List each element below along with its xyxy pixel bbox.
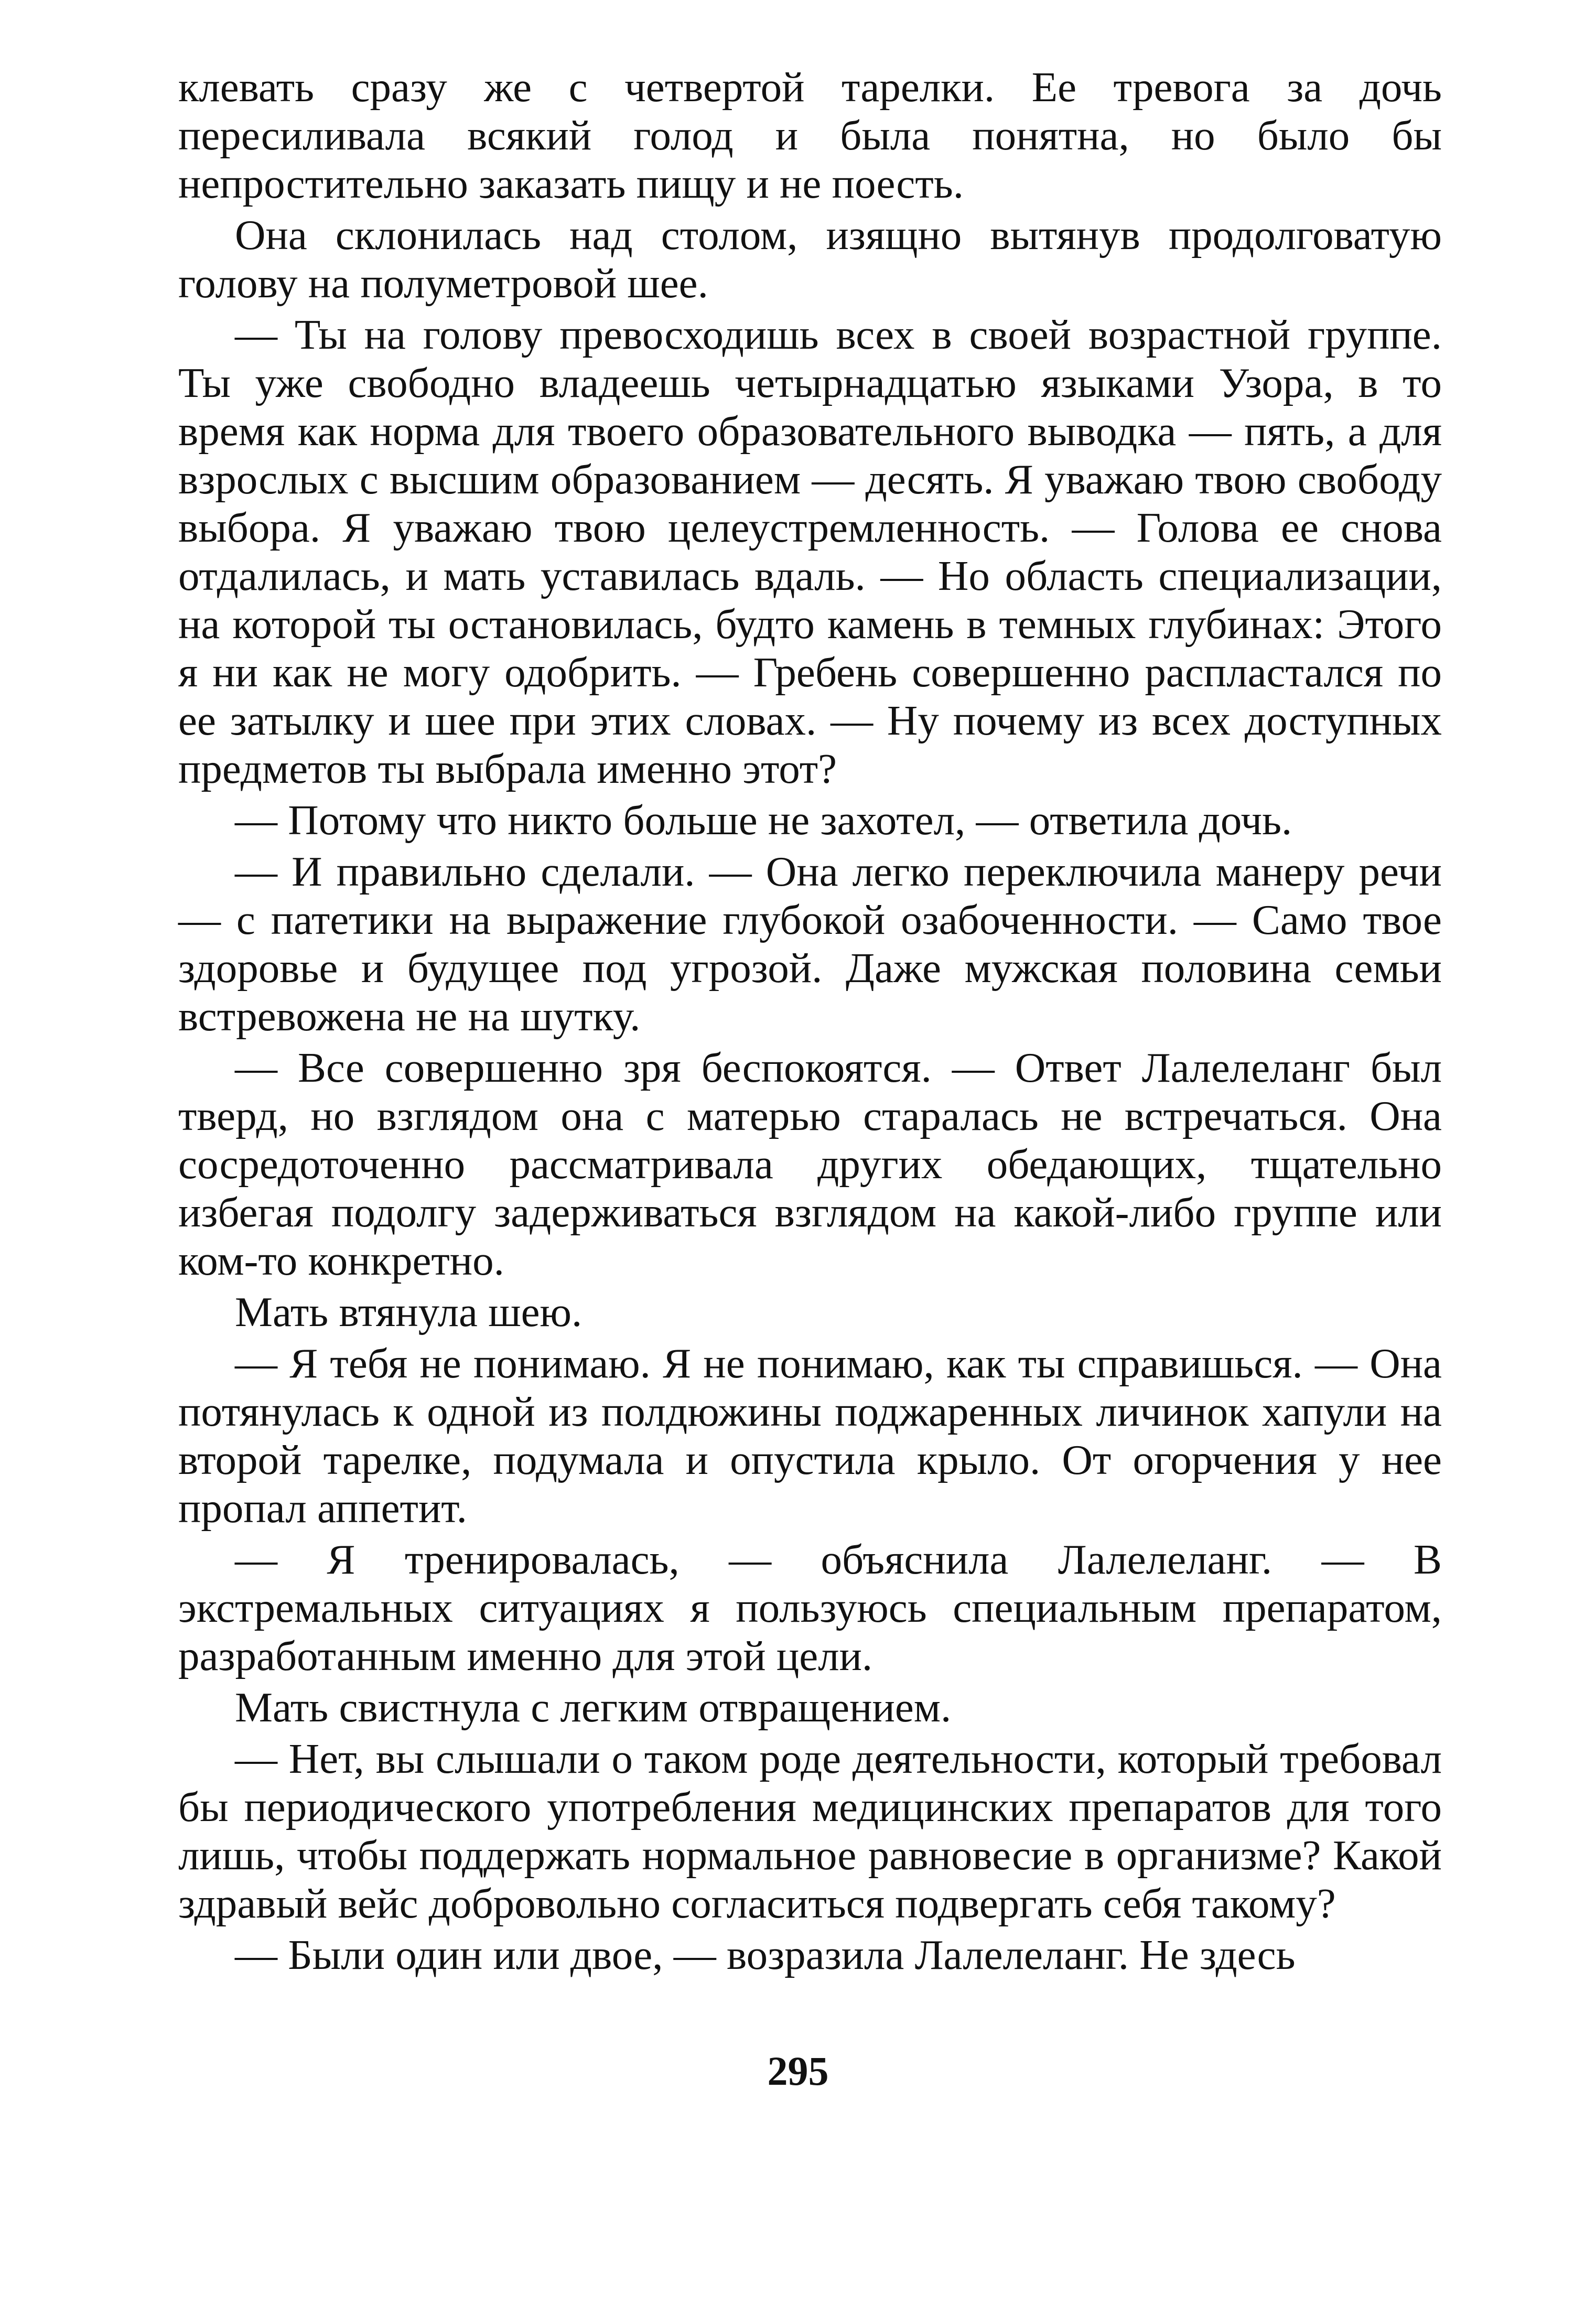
paragraph-9: — Я тренировалась, — объяснила Лалелеланг. — В экстремальных ситуациях я пользуюсь специальным препаратом, разработанным именно для этой цели.: [178, 1536, 1442, 1679]
paragraph-12: — Были один или двое, — возразила Лалелеланг. Не здесь: [235, 1931, 1296, 1978]
paragraph-10: Мать свистнула с легким отвращением.: [235, 1684, 952, 1731]
page-number: 295: [767, 2048, 829, 2094]
paragraph-6: — Все совершенно зря беспокоятся. — Ответ Лалелеланг был тверд, но взглядом она с матерью старалась не встречаться. Она сосредоточенно рассматривала других обедающих, тщательно избегая подолгу задерживаться взглядом на какой-либо группе или ком-то конкретно.: [178, 1044, 1442, 1284]
paragraph-3: — Ты на голову превосходишь всех в своей возрастной группе. Ты уже свободно владеешь четырнадцатью языками Узора, в то время как норма для твоего образовательного выводка — пять, а для взрослых с высшим образованием — десять. Я уважаю твою свободу выбора. Я уважаю твою целеустремленность. — Голова ее снова отдалилась, и мать уставилась вдаль. — Но область специализации, на которой ты остановилась, будто камень в темных глубинах: Этого я ни как не могу одобрить. — Гребень совершенно распластался по ее затылку и шее при этих словах. — Ну почему из всех доступных предметов ты выбрала именно этот?: [178, 311, 1442, 792]
paragraph-11: — Нет, вы слышали о таком роде деятельности, который требовал бы периодического употребления медицинских препаратов для того лишь, чтобы поддержать нормальное равновесие в организме? Какой здравый вейс добровольно согласиться подвергать себя такому?: [178, 1735, 1442, 1927]
paragraph-4: — Потому что никто больше не захотел, — ответила дочь.: [235, 796, 1292, 844]
paragraph-5: — И правильно сделали. — Она легко переключила манеру речи — с патетики на выражение глубокой озабоченности. — Само твое здоровье и будущее под угрозой. Даже мужская половина семьи встревожена не на шутку.: [178, 848, 1442, 1040]
paragraph-8: — Я тебя не понимаю. Я не понимаю, как ты справишься. — Она потянулась к одной из полдюжины поджаренных личинок хапули на второй тарелке, подумала и опустила крыло. От огорчения у нее пропал аппетит.: [178, 1340, 1442, 1532]
paragraph-2: Она склонилась над столом, изящно вытянув продолговатую голову на полуметровой шее.: [178, 211, 1442, 307]
paragraph-7: Мать втянула шею.: [235, 1288, 583, 1335]
page-body: [178, 63, 1442, 1979]
paragraph-1: клевать сразу же с четвертой тарелки. Ее тревога за дочь пересиливала всякий голод и была понятна, но было бы непростительно заказать пищу и не поесть.: [178, 63, 1442, 207]
